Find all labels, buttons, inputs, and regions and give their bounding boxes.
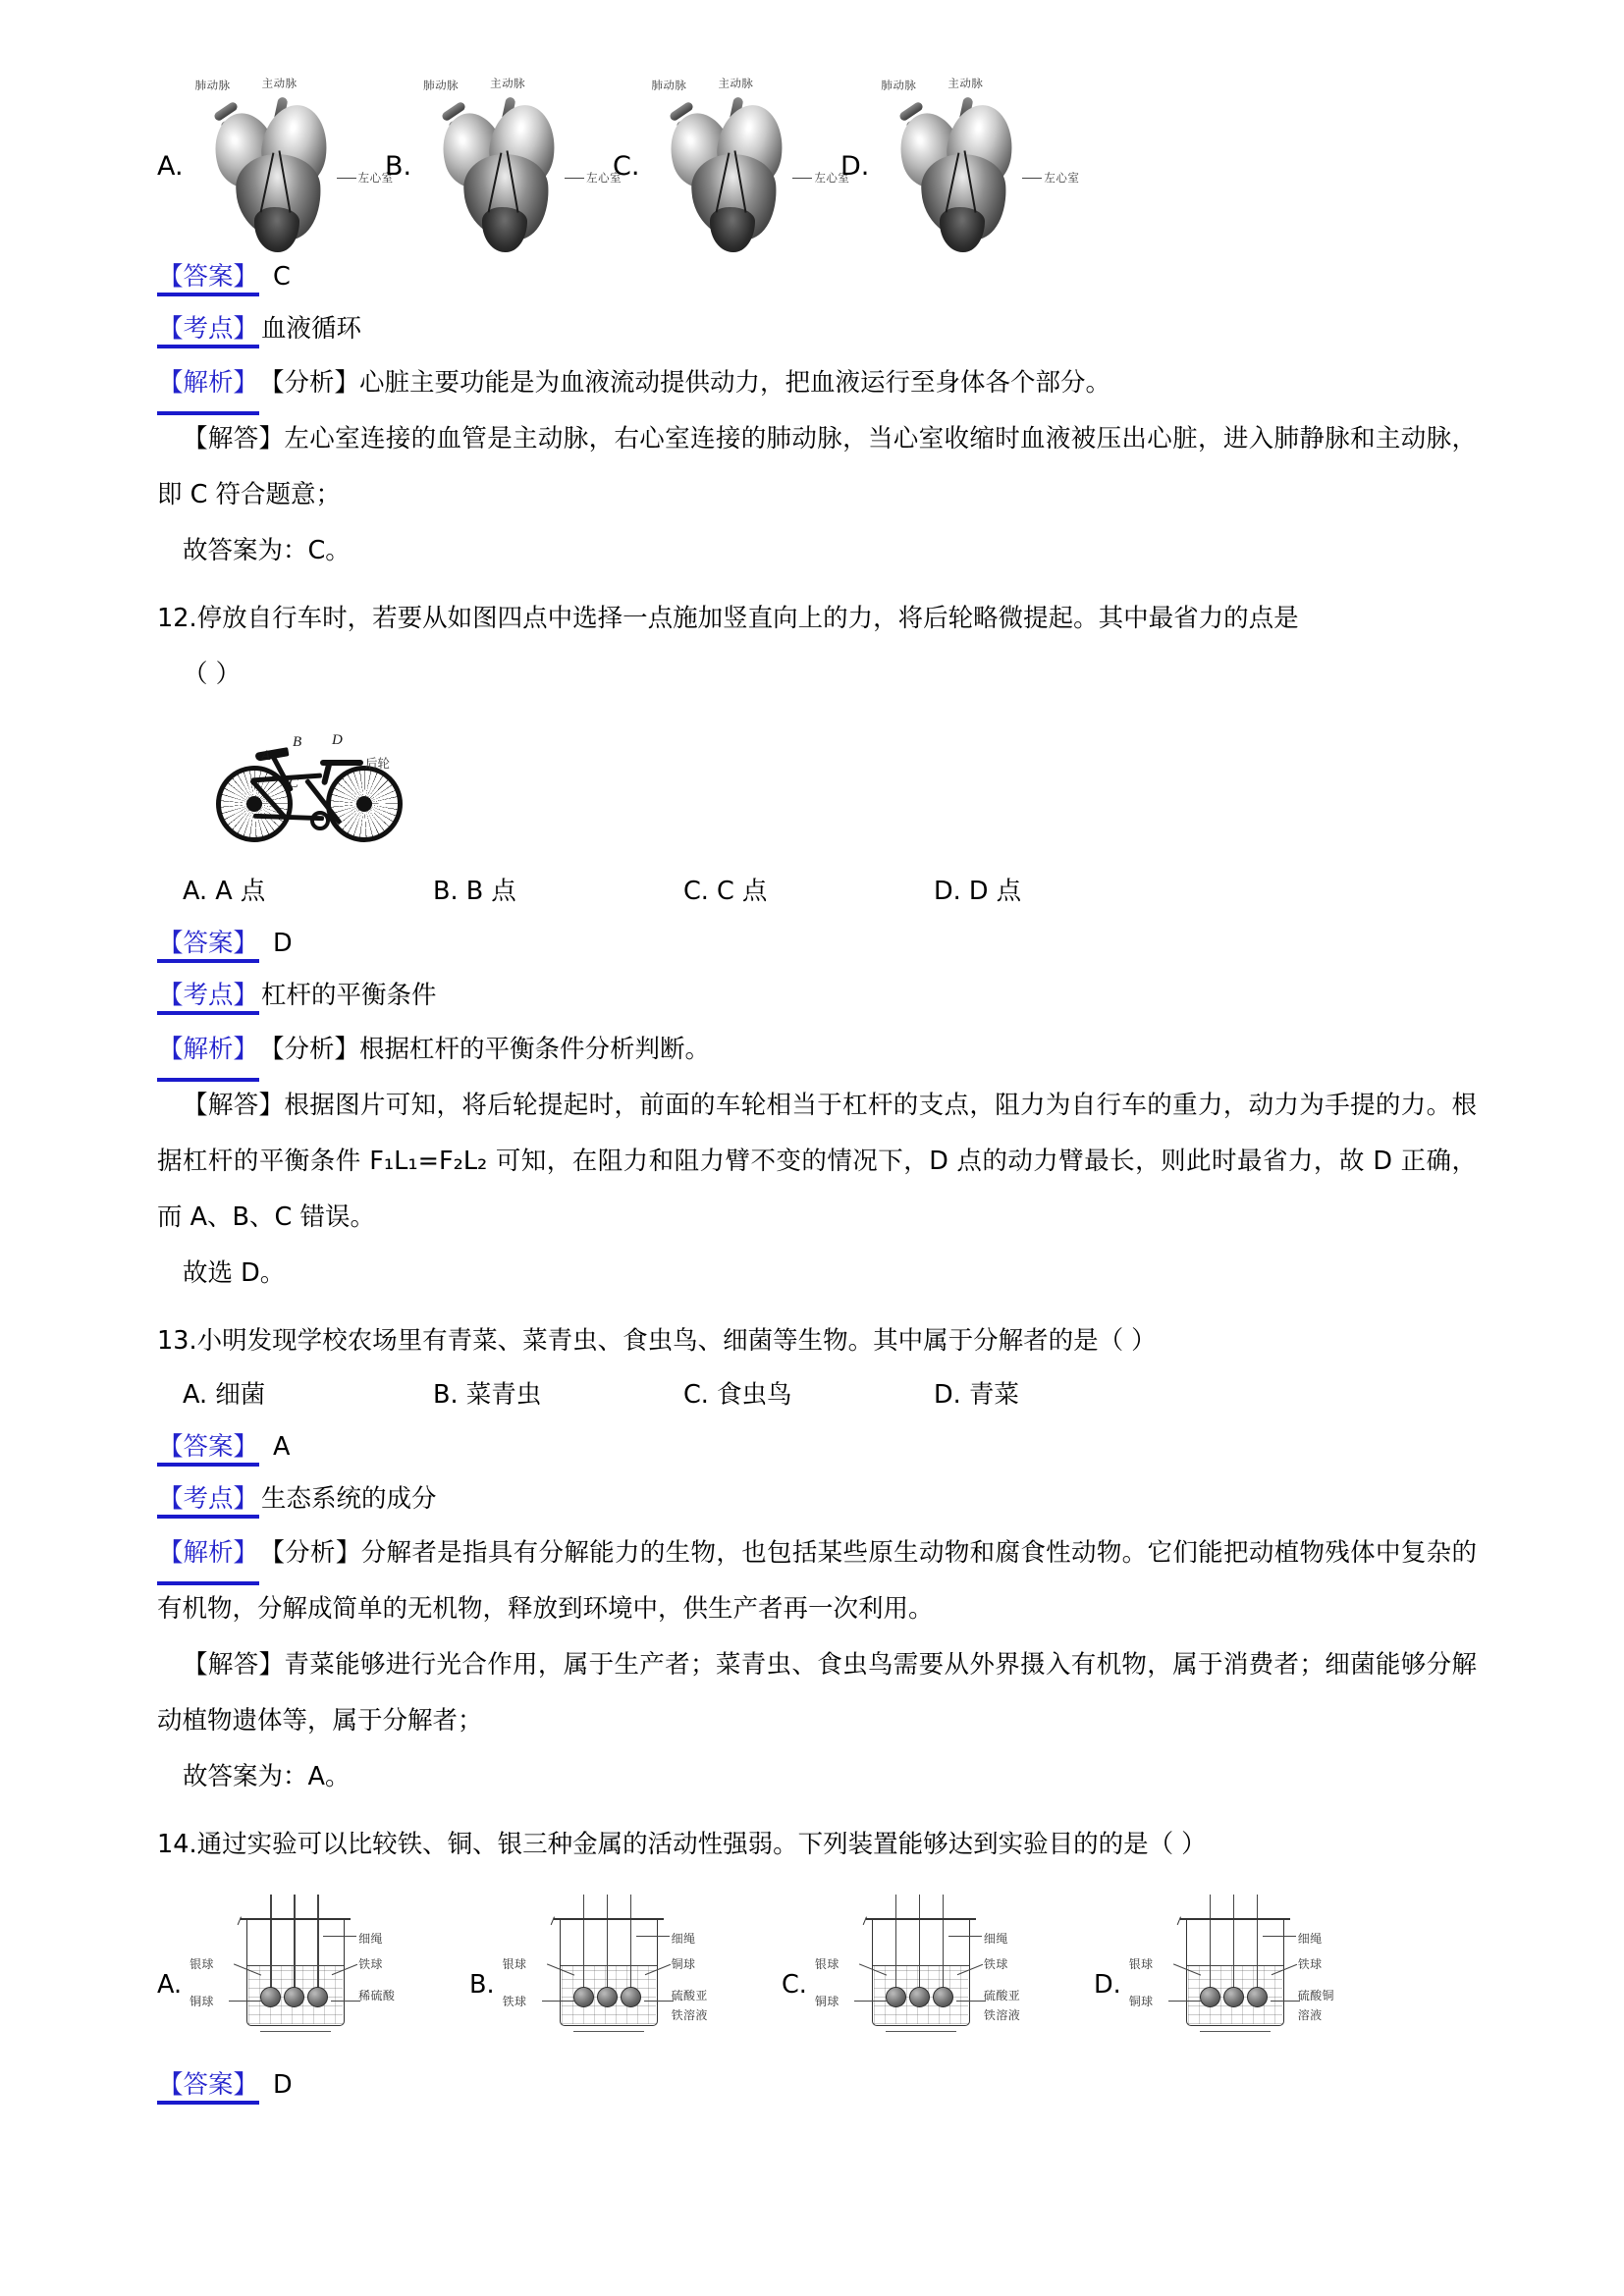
- beaker-diagram: [811, 1895, 1047, 2042]
- answer-value: D: [273, 2070, 293, 2100]
- heart-option-c: [613, 69, 850, 240]
- option-d[interactable]: D. D 点: [934, 877, 1022, 906]
- heart-shape: [439, 97, 563, 235]
- copper-ball-label: 铜球: [814, 1995, 839, 2008]
- beaker-option-c: [782, 1895, 1094, 2042]
- answer-blank: （ ）: [183, 660, 242, 689]
- option-b[interactable]: B. B 点: [433, 877, 516, 906]
- answer-tag: 【答案】: [157, 1427, 259, 1463]
- question-number: 13.: [157, 1326, 197, 1356]
- heart-shape: [667, 97, 790, 235]
- copper-ball-label: 铜球: [189, 1995, 214, 2008]
- solution-label-line1: 硫酸铜: [1297, 1989, 1334, 2002]
- analysis-tag: 【解析】: [157, 1022, 259, 1078]
- analysis-tag: 【解析】: [157, 355, 259, 411]
- point-tag: 【考点】: [157, 976, 259, 1011]
- answer-tag: 【答案】: [157, 257, 259, 293]
- option-letter: D.: [1094, 1970, 1121, 2000]
- option-letter: B.: [469, 1970, 495, 2000]
- q12-answer-row: [157, 924, 1477, 959]
- solution-text: 根据图片可知，将后轮提起时，前面的车轮相当于杠杆的支点，阻力为自行车的重力，动力为手提的力。根据杠杆的平衡条件 F₁L₁=F₂L₂ 可知，在阻力和阻力臂不变的情况下，D 点的动力臂最长，则此时最省力，故 D 正确，而 A、B、C 错误。: [157, 1091, 1477, 1232]
- question-13-options: [157, 1375, 1477, 1411]
- option-letter: A.: [157, 1970, 183, 2000]
- answer-tag: 【答案】: [157, 2065, 259, 2101]
- beaker-option-b: [469, 1895, 782, 2042]
- analysis-text: 分解者是指具有分解能力的生物，也包括某些原生动物和腐食性动物。它们能把动植物残体中复杂的有机物，分解成简单的无机物，释放到环境中，供生产者再一次利用。: [157, 1538, 1477, 1624]
- left-ventricle-label: 左心室: [357, 171, 394, 185]
- solution-sub-tag: 【解答】: [183, 1650, 285, 1680]
- silver-ball-label: 银球: [502, 1957, 527, 1971]
- q13-solution-row: [157, 1637, 1477, 1749]
- q11-solution-row: [157, 411, 1477, 523]
- iron-ball-label: 铜球: [671, 1957, 696, 1971]
- answer-value: C: [273, 262, 291, 292]
- solution-label-line2: 溶液: [1297, 2008, 1323, 2022]
- conclusion-text: 故答案为：C。: [183, 536, 351, 565]
- heart-diagram: [189, 76, 394, 240]
- solution-label-line1: 硫酸亚: [983, 1989, 1021, 2002]
- option-d[interactable]: D. 青菜: [934, 1380, 1019, 1410]
- solution-sub-tag: 【解答】: [183, 424, 285, 454]
- option-a[interactable]: A. 细菌: [183, 1380, 266, 1410]
- point-value: 血液循环: [261, 314, 362, 344]
- solution-text: 青菜能够进行光合作用，属于生产者；菜青虫、食虫鸟需要从外界摄入有机物，属于消费者；细菌能够分解动植物遗体等，属于分解者；: [157, 1650, 1477, 1735]
- solution-sub-tag: 【解答】: [183, 1091, 285, 1120]
- analysis-sub-tag: 【分析】: [259, 368, 360, 398]
- beaker-option-d: [1094, 1895, 1406, 2042]
- option-letter: C.: [613, 151, 640, 182]
- analysis-text: 根据杠杆的平衡条件分析判断。: [359, 1035, 711, 1064]
- iron-ball-label: 铁球: [1297, 1957, 1323, 1971]
- bike-point-d: D: [332, 732, 343, 748]
- question-13-stem: [157, 1313, 1477, 1369]
- option-c[interactable]: C. C 点: [683, 877, 768, 906]
- solution-text: 左心室连接的血管是主动脉，右心室连接的肺动脉，当心室收缩时血液被压出心脏，进入肺静脉和主动脉，即 C 符合题意；: [157, 424, 1477, 509]
- q13-answer-row: [157, 1427, 1477, 1463]
- q11-analysis-row: [157, 355, 1477, 411]
- option-letter: D.: [840, 151, 870, 182]
- q11-answer-row: [157, 257, 1477, 293]
- heart-shape: [896, 97, 1020, 235]
- aorta-label: 主动脉: [261, 77, 298, 90]
- question-text: 停放自行车时，若要从如图四点中选择一点施加竖直向上的力，将后轮略微提起。其中最省力的点是: [196, 604, 1299, 633]
- q12-point-row: [157, 976, 1477, 1011]
- point-value: 杠杆的平衡条件: [261, 981, 437, 1010]
- question-12-stem-line2: [157, 647, 1477, 703]
- question-number: 14.: [157, 1830, 197, 1859]
- iron-ball-label: 铁球: [358, 1957, 383, 1971]
- q13-conclusion-row: [157, 1749, 1477, 1805]
- pedal-crank: [310, 811, 330, 830]
- pulmonary-artery-label: 肺动脉: [651, 79, 687, 92]
- solution-label-line2: 铁溶液: [983, 2008, 1021, 2022]
- left-ventricle-label: 左心室: [1044, 171, 1080, 185]
- pulmonary-artery-label: 肺动脉: [881, 79, 917, 92]
- analysis-sub-tag: 【分析】: [259, 1538, 361, 1568]
- q12-solution-row: [157, 1078, 1477, 1246]
- solution-label-line1: 硫酸亚: [671, 1989, 708, 2002]
- option-a[interactable]: A. A 点: [183, 877, 266, 906]
- heart-option-d: [840, 69, 1080, 240]
- beaker-diagram: [499, 1895, 734, 2042]
- rear-wheel-label: 后轮: [365, 756, 391, 771]
- conclusion-text: 故答案为：A。: [183, 1762, 351, 1791]
- bike-point-a: A: [261, 748, 271, 764]
- option-letter: B.: [385, 151, 412, 182]
- string-label: 细绳: [1297, 1932, 1323, 1946]
- pulmonary-artery-label: 肺动脉: [423, 79, 460, 92]
- point-tag: 【考点】: [157, 309, 259, 345]
- copper-ball-label: 铜球: [1128, 1995, 1154, 2008]
- iron-ball-label: 铁球: [983, 1957, 1008, 1971]
- q12-conclusion-row: [157, 1246, 1477, 1302]
- silver-ball-label: 银球: [1128, 1957, 1154, 1971]
- left-ventricle-label: 左心室: [586, 171, 623, 185]
- string-label: 细绳: [671, 1932, 696, 1946]
- heart-diagram: [645, 76, 850, 240]
- aorta-label: 主动脉: [490, 77, 526, 90]
- answer-tag: 【答案】: [157, 924, 259, 959]
- q12-analysis-row: [157, 1022, 1477, 1078]
- option-letter: A.: [157, 151, 184, 182]
- beaker-diagram: [186, 1895, 421, 2042]
- string-label: 细绳: [358, 1932, 383, 1946]
- heart-shape: [211, 97, 335, 235]
- aorta-label: 主动脉: [947, 77, 984, 90]
- bicycle-diagram: [216, 721, 422, 846]
- aorta-label: 主动脉: [718, 77, 754, 90]
- question-14-figure-row: [157, 1895, 1477, 2042]
- q14-answer-row: [157, 2065, 1477, 2101]
- point-value: 生态系统的成分: [261, 1484, 437, 1514]
- conclusion-text: 故选 D。: [183, 1258, 286, 1288]
- bike-point-b: B: [293, 734, 302, 750]
- question-text: 通过实验可以比较铁、铜、银三种金属的活动性强弱。下列装置能够达到实验目的的是（ ）: [196, 1830, 1207, 1859]
- question-14-stem: [157, 1817, 1477, 1873]
- solution-label-line1: 稀硫酸: [358, 1989, 396, 2002]
- analysis-sub-tag: 【分析】: [259, 1035, 360, 1064]
- heart-option-a: [157, 69, 394, 240]
- option-b[interactable]: B. 菜青虫: [433, 1380, 542, 1410]
- silver-ball-label: 银球: [189, 1957, 214, 1971]
- heart-diagram: [875, 76, 1080, 240]
- q11-conclusion-row: [157, 523, 1477, 579]
- question-11-figure-row: [157, 69, 1477, 240]
- pulmonary-artery-label: 肺动脉: [194, 79, 231, 92]
- option-c[interactable]: C. 食虫鸟: [683, 1380, 792, 1410]
- copper-ball-label: 铁球: [502, 1995, 527, 2008]
- bike-point-c: C: [289, 775, 299, 791]
- silver-ball-label: 银球: [814, 1957, 839, 1971]
- beaker-option-a: [157, 1895, 469, 2042]
- beaker-diagram: [1125, 1895, 1361, 2042]
- q13-point-row: [157, 1479, 1477, 1515]
- heart-diagram: [417, 76, 623, 240]
- answer-value: A: [273, 1432, 291, 1462]
- point-tag: 【考点】: [157, 1479, 259, 1515]
- string-label: 细绳: [983, 1932, 1008, 1946]
- option-letter: C.: [782, 1970, 807, 2000]
- question-12-options: [157, 872, 1477, 907]
- rear-wheel: [326, 766, 403, 842]
- answer-value: D: [273, 929, 293, 958]
- question-number: 12.: [157, 604, 197, 633]
- q11-point-row: [157, 309, 1477, 345]
- heart-option-b: [385, 69, 623, 240]
- left-ventricle-label: 左心室: [814, 171, 850, 185]
- question-12-stem: [157, 591, 1477, 647]
- analysis-tag: 【解析】: [157, 1525, 259, 1581]
- solution-label-line2: 铁溶液: [671, 2008, 708, 2022]
- question-text: 小明发现学校农场里有青菜、菜青虫、食虫鸟、细菌等生物。其中属于分解者的是（ ）: [196, 1326, 1157, 1356]
- q13-analysis-row: [157, 1525, 1477, 1637]
- analysis-text: 心脏主要功能是为血液流动提供动力，把血液运行至身体各个部分。: [359, 368, 1111, 398]
